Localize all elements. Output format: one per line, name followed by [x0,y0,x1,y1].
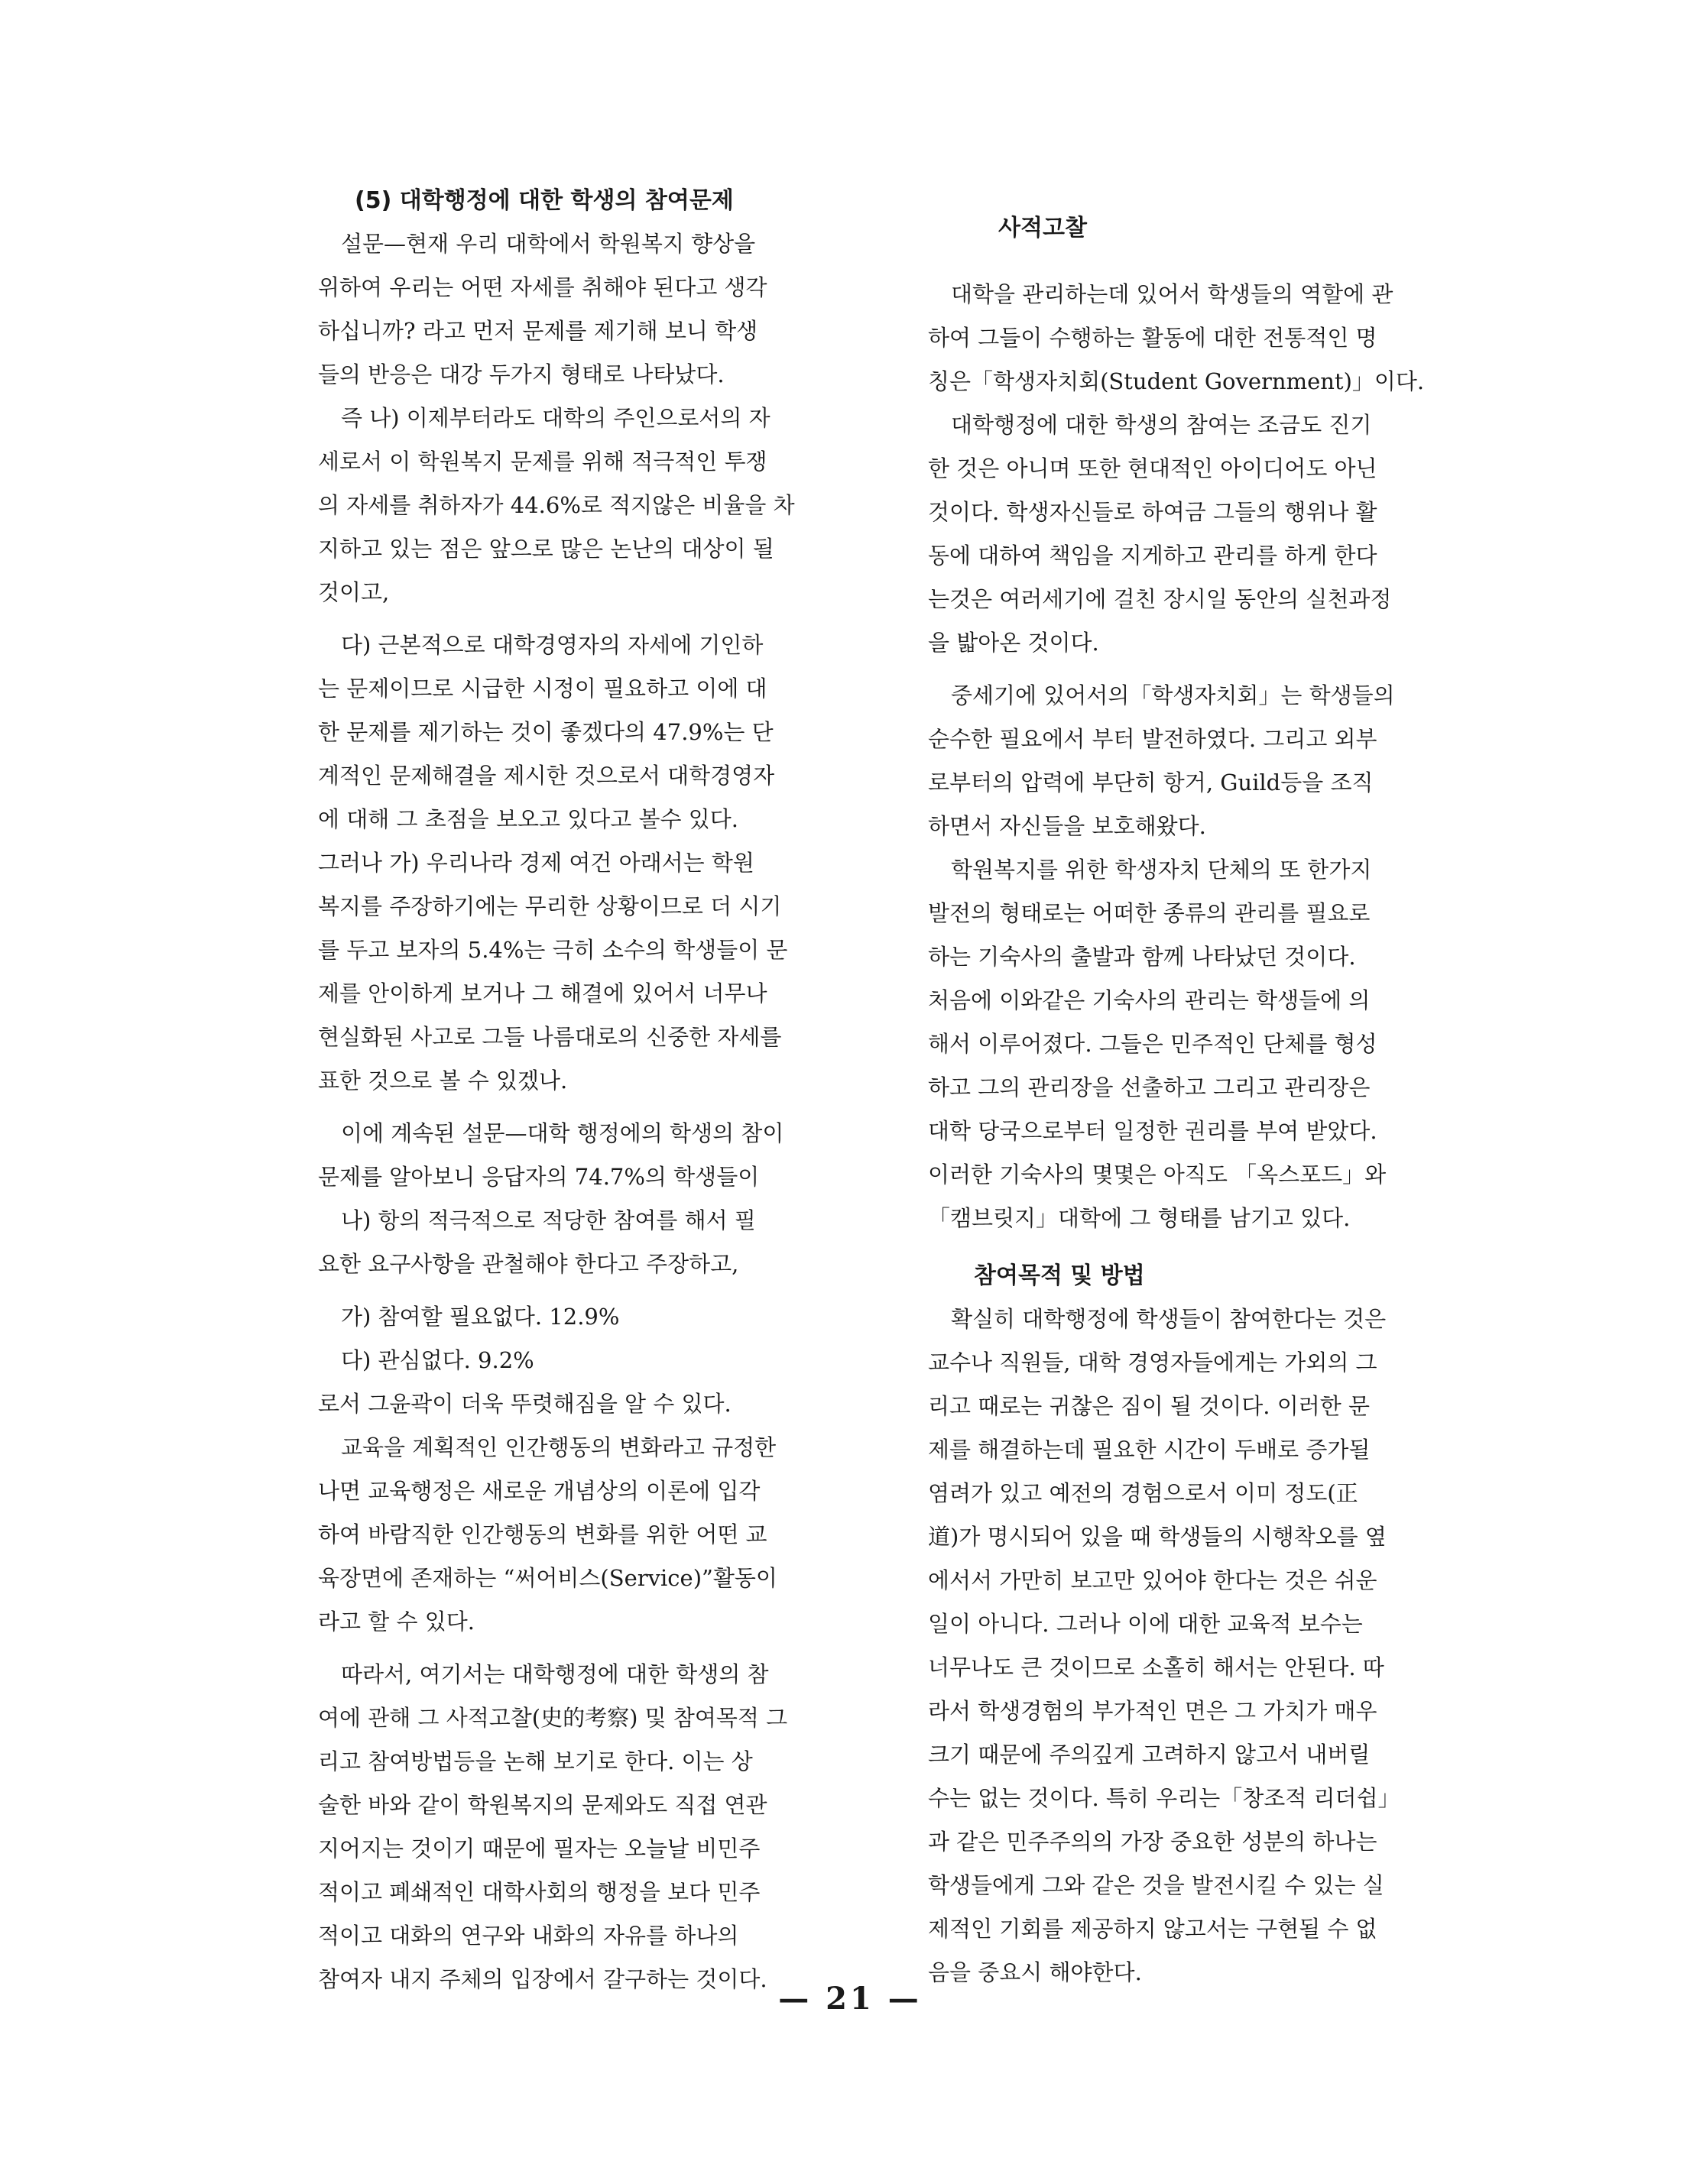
text-line: 로부터의 압력에 부단히 항거, Guild등을 조직 [928,770,1374,796]
text-line: 적이고 대화의 연구와 내화의 자유를 하나의 [318,1923,739,1949]
text-line: 한 것은 아니며 또한 현대적인 아이디어도 아닌 [928,455,1377,481]
text-line: 지어지는 것이기 때문에 필자는 오늘날 비민주 [318,1836,761,1862]
text-line: 따라서, 여기서는 대학행정에 대한 학생의 참 [341,1661,769,1687]
text-line: 한 문제를 제기하는 것이 좋겠다의 47.9%는 단 [318,719,774,745]
text-line: 에 대해 그 초점을 보오고 있다고 볼수 있다. [318,806,738,832]
text-line: 일이 아니다. 그러나 이에 대한 교육적 보수는 [928,1611,1363,1637]
text-line: 이에 계속된 설문—대학 행정에의 학생의 참이 [341,1120,784,1146]
text-line: 참여자 내지 주체의 입장에서 갈구하는 것이다. [318,1966,767,1992]
text-line: 다) 관심없다. 9.2% [341,1347,534,1373]
text-line: 문제를 알아보니 응답자의 74.7%의 학생들이 [318,1164,760,1190]
text-line: 크기 때문에 주의깊게 고려하지 않고서 내버릴 [928,1742,1371,1768]
text-line: 과 같은 민주주의의 가장 중요한 성분의 하나는 [928,1829,1377,1855]
section-heading: (5) 대학행정에 대한 학생의 참여문제 [355,187,734,214]
text-line: 표한 것으로 볼 수 있겠나. [318,1068,568,1094]
text-line: 여에 관해 그 사적고찰(史的考察) 및 참여목적 그 [318,1705,788,1731]
text-line: 것이다. 학생자신들로 하여금 그들의 행위나 활 [928,499,1377,525]
text-line: 하여 그들이 수행하는 활동에 대한 전통적인 명 [928,325,1377,351]
text-line: 발전의 형태로는 어떠한 종류의 관리를 필요로 [928,900,1371,926]
text-line: 는것은 여러세기에 걸친 장시일 동안의 실천과정 [928,586,1392,612]
text-line: 설문—현재 우리 대학에서 학원복지 향상을 [341,231,756,257]
text-line: 즉 나) 이제부터라도 대학의 주인으로서의 자 [341,405,771,431]
text-line: 라고 할 수 있다. [318,1609,475,1635]
text-line: 의 자세를 취하자가 44.6%로 적지않은 비율을 차 [318,492,795,518]
text-line: 학원복지를 위한 학생자치 단체의 또 한가지 [951,857,1372,883]
text-line: 대학행정에 대한 학생의 참여는 조금도 진기 [951,412,1372,438]
page-number: — 21 — [778,1981,922,2017]
text-line: 제를 해결하는데 필요한 시간이 두배로 증가될 [928,1437,1371,1463]
text-line: 수는 없는 것이다. 특히 우리는「창조적 리더쉽」 [928,1785,1400,1811]
text-line: 계적인 문제해결을 제시한 것으로서 대학경영자 [318,763,775,789]
text-line: 하십니까? 라고 먼저 문제를 제기해 보니 학생 [318,318,758,344]
text-line: 교수나 직원들, 대학 경영자들에게는 가외의 그 [928,1350,1377,1376]
text-line: 지하고 있는 점은 앞으로 많은 논난의 대상이 될 [318,536,774,562]
text-line: 순수한 필요에서 부터 발전하였다. 그리고 외부 [928,726,1377,752]
text-line: 술한 바와 같이 학원복지의 문제와도 직접 연관 [318,1792,767,1818]
text-line: 그러나 가) 우리나라 경제 여건 아래서는 학원 [318,850,754,876]
text-line: 에서서 가만히 보고만 있어야 한다는 것은 쉬운 [928,1567,1377,1593]
text-line: 대학 당국으로부터 일정한 권리를 부여 받았다. [928,1118,1377,1144]
text-line: 을 밟아온 것이다. [928,630,1099,656]
text-line: 복지를 주장하기에는 무리한 상황이므로 더 시기 [318,893,782,919]
text-line: 하여 바람직한 인간행동의 변화를 위한 어떤 교 [318,1521,767,1547]
text-line: 음을 중요시 해야한다. [928,1959,1142,1985]
text-line: 요한 요구사항을 관철해야 한다고 주장하고, [318,1251,739,1277]
text-line: 는 문제이므로 시급한 시정이 필요하고 이에 대 [318,676,767,702]
text-line: 교육을 계획적인 인간행동의 변화라고 규정한 [341,1434,777,1460]
right-column [928,179,1509,1994]
text-line: 세로서 이 학원복지 문제를 위해 적극적인 투쟁 [318,449,767,475]
section-heading: 참여목적 및 방법 [974,1262,1145,1289]
text-line: 나면 교육행정은 새로운 개념상의 이론에 입각 [318,1478,761,1504]
text-line: 이러한 기숙사의 몇몇은 아직도 「옥스포드」와 [928,1162,1387,1188]
text-line: 하고 그의 관리장을 선출하고 그리고 관리장은 [928,1074,1371,1100]
text-line: 동에 대하여 책임을 지게하고 관리를 하게 한다 [928,543,1377,569]
text-line: 너무나도 큰 것이므로 소홀히 해서는 안된다. 따 [928,1654,1384,1680]
text-line: 육장면에 존재하는 “써어비스(Service)”활동이 [318,1565,777,1591]
section-heading: 사적고찰 [998,215,1087,241]
text-line: 하면서 자신들을 보호해왔다. [928,813,1206,839]
text-line: 라서 학생경험의 부가적인 면은 그 가치가 매우 [928,1698,1377,1724]
text-line: 들의 반응은 대강 두가지 형태로 나타났다. [318,361,725,387]
left-column [318,179,899,2001]
text-line: 가) 참여할 필요없다. 12.9% [341,1304,620,1330]
text-line: 를 두고 보자의 5.4%는 극히 소수의 학생들이 문 [318,937,788,963]
text-line: 로서 그윤곽이 더욱 뚜렷해짐을 알 수 있다. [318,1391,732,1417]
text-line: 칭은「학생자치회(Student Government)」이다. [928,368,1425,394]
text-line: 학생들에게 그와 같은 것을 발전시킬 수 있는 실 [928,1872,1384,1898]
text-line: 리고 참여방법등을 논해 보기로 한다. 이는 상 [318,1748,753,1774]
text-line: 것이고, [318,579,390,605]
text-line: 적이고 폐쇄적인 대학사회의 행정을 보다 민주 [318,1879,761,1905]
text-line: 제를 안이하게 보거나 그 해결에 있어서 너무나 [318,980,767,1006]
text-line: 위하여 우리는 어떤 자세를 취해야 된다고 생각 [318,274,767,300]
text-line: 하는 기숙사의 출발과 함께 나타났던 것이다. [928,944,1356,970]
text-line: 道)가 명시되어 있을 때 학생들의 시행착오를 옆 [928,1524,1387,1550]
text-line: 다) 근본적으로 대학경영자의 자세에 기인하 [341,632,764,658]
text-line: 리고 때로는 귀찮은 짐이 될 것이다. 이러한 문 [928,1393,1370,1419]
text-line: 해서 이루어졌다. 그들은 민주적인 단체를 형성 [928,1031,1377,1057]
text-line: 확실히 대학행정에 학생들이 참여한다는 것은 [951,1306,1387,1332]
text-line: 현실화된 사고로 그들 나름대로의 신중한 자세를 [318,1024,782,1050]
text-line: 중세기에 있어서의「학생자치회」는 학생들의 [951,682,1395,708]
text-line: 나) 항의 적극적으로 적당한 참여를 해서 필 [341,1207,756,1233]
text-line: 대학을 관리하는데 있어서 학생들의 역할에 관 [951,281,1393,307]
text-line: 처음에 이와같은 기숙사의 관리는 학생들에 의 [928,987,1371,1013]
text-line: 「캠브릿지」대학에 그 형태를 남기고 있다. [928,1205,1351,1231]
text-line: 제적인 기회를 제공하지 않고서는 구현될 수 없 [928,1916,1377,1942]
text-line: 염려가 있고 예전의 경험으로서 이미 정도(正 [928,1480,1358,1506]
